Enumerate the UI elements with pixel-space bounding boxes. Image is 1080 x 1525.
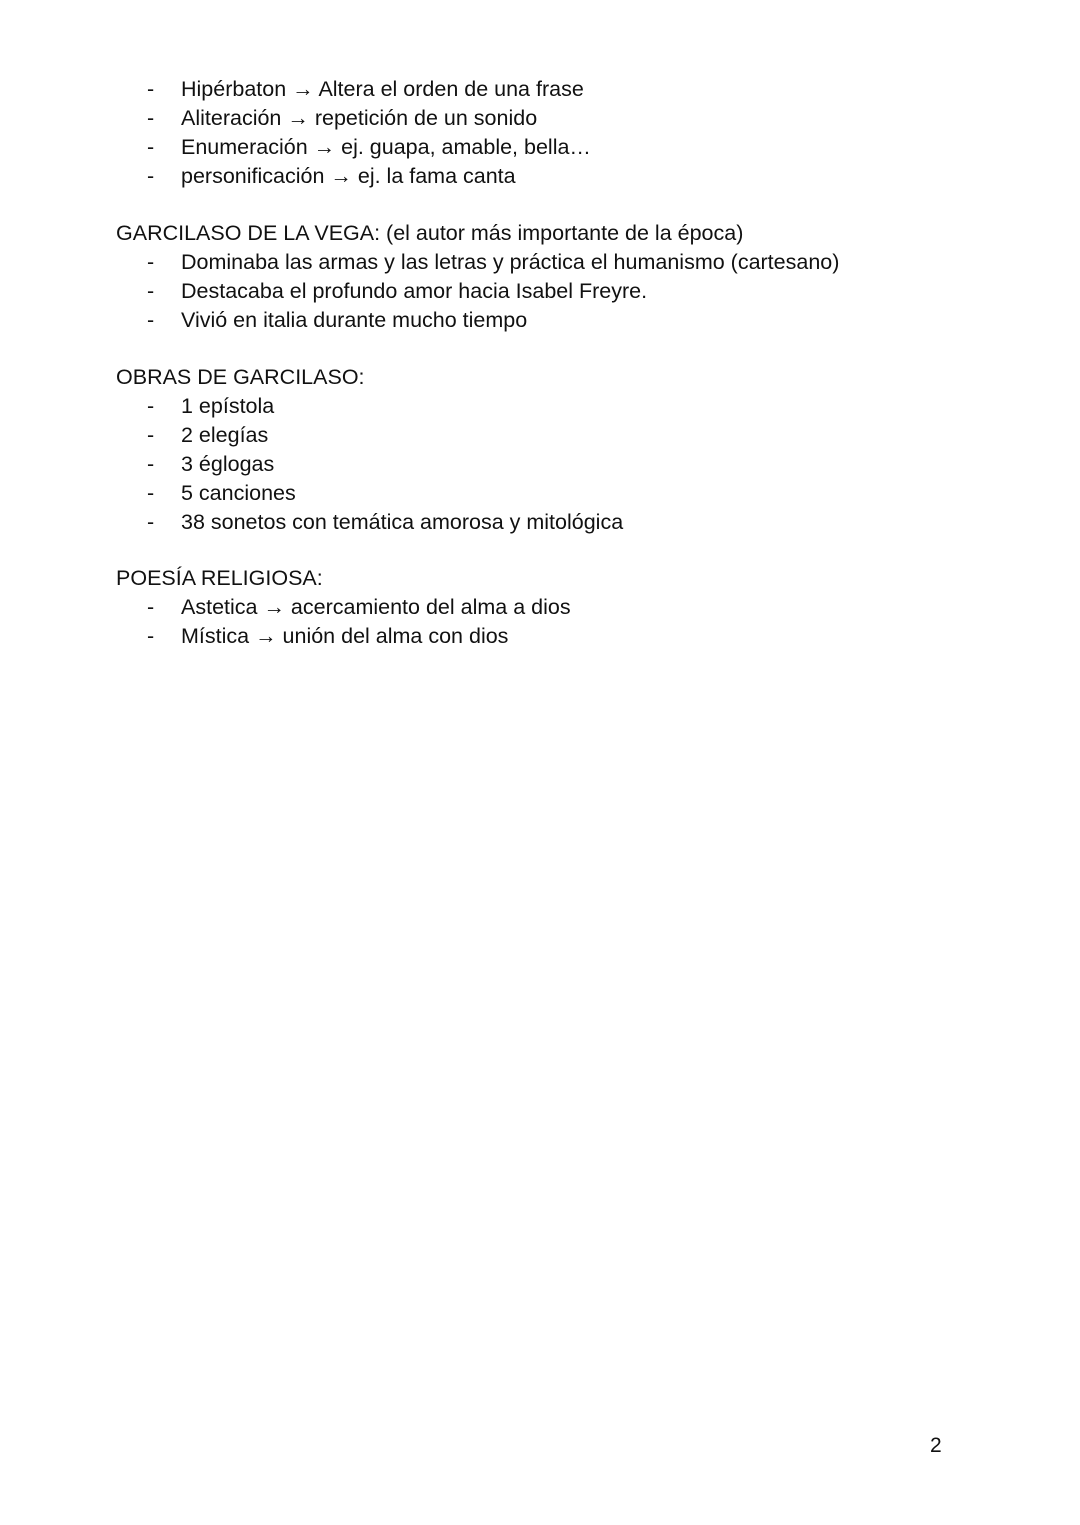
garcilaso-section xyxy=(116,219,1016,335)
list-item xyxy=(116,450,1016,479)
section-heading: OBRAS DE GARCILASO: xyxy=(116,365,365,389)
poesia-list xyxy=(116,593,1016,651)
bullet-dash: - xyxy=(147,164,155,188)
list-item xyxy=(116,104,1016,133)
list-item xyxy=(116,306,1016,335)
list-item-text: 2 elegías xyxy=(181,423,269,447)
list-item-text: 1 epístola xyxy=(181,394,275,418)
list-item xyxy=(116,162,1016,191)
bullet-dash: - xyxy=(147,452,155,476)
list-item xyxy=(116,479,1016,508)
list-item-text: Aliteración → repetición de un sonido xyxy=(181,106,538,130)
bullet-dash: - xyxy=(147,394,155,418)
list-item-text: Dominaba las armas y las letras y práctica el humanismo (cartesano) xyxy=(181,250,840,274)
obras-section xyxy=(116,363,1016,537)
page-number: 2 xyxy=(930,1434,942,1457)
section-heading: GARCILASO DE LA VEGA: (el autor más importante de la época) xyxy=(116,221,744,245)
bullet-dash: - xyxy=(147,135,155,159)
bullet-dash: - xyxy=(147,595,155,619)
list-item-text: Mística → unión del alma con dios xyxy=(181,624,509,648)
bullet-dash: - xyxy=(147,624,155,648)
list-item-text: 38 sonetos con temática amorosa y mitológica xyxy=(181,510,624,534)
bullet-dash: - xyxy=(147,250,155,274)
list-item xyxy=(116,133,1016,162)
poesia-section xyxy=(116,564,1016,651)
garcilaso-list xyxy=(116,248,1016,335)
list-item xyxy=(116,392,1016,421)
list-item xyxy=(116,622,1016,651)
bullet-dash: - xyxy=(147,106,155,130)
figures-section xyxy=(116,75,1016,191)
list-item xyxy=(116,593,1016,622)
list-item-text: Destacaba el profundo amor hacia Isabel Freyre. xyxy=(181,279,648,303)
bullet-dash: - xyxy=(147,279,155,303)
list-item xyxy=(116,75,1016,104)
list-item xyxy=(116,277,1016,306)
list-item-text: personificación → ej. la fama canta xyxy=(181,164,516,188)
list-item-text: Astetica → acercamiento del alma a dios xyxy=(181,595,571,619)
section-heading: POESÍA RELIGIOSA: xyxy=(116,566,323,590)
list-item-text: Vivió en italia durante mucho tiempo xyxy=(181,308,528,332)
list-item-text: 3 églogas xyxy=(181,452,275,476)
bullet-dash: - xyxy=(147,423,155,447)
list-item-text: Hipérbaton → Altera el orden de una frase xyxy=(181,77,584,101)
list-item-text: Enumeración → ej. guapa, amable, bella… xyxy=(181,135,591,159)
list-item xyxy=(116,248,1016,277)
list-item xyxy=(116,421,1016,450)
figures-list xyxy=(116,75,1016,191)
obras-list xyxy=(116,392,1016,537)
bullet-dash: - xyxy=(147,481,155,505)
bullet-dash: - xyxy=(147,308,155,332)
bullet-dash: - xyxy=(147,77,155,101)
list-item xyxy=(116,508,1016,537)
list-item-text: 5 canciones xyxy=(181,481,296,505)
bullet-dash: - xyxy=(147,510,155,534)
